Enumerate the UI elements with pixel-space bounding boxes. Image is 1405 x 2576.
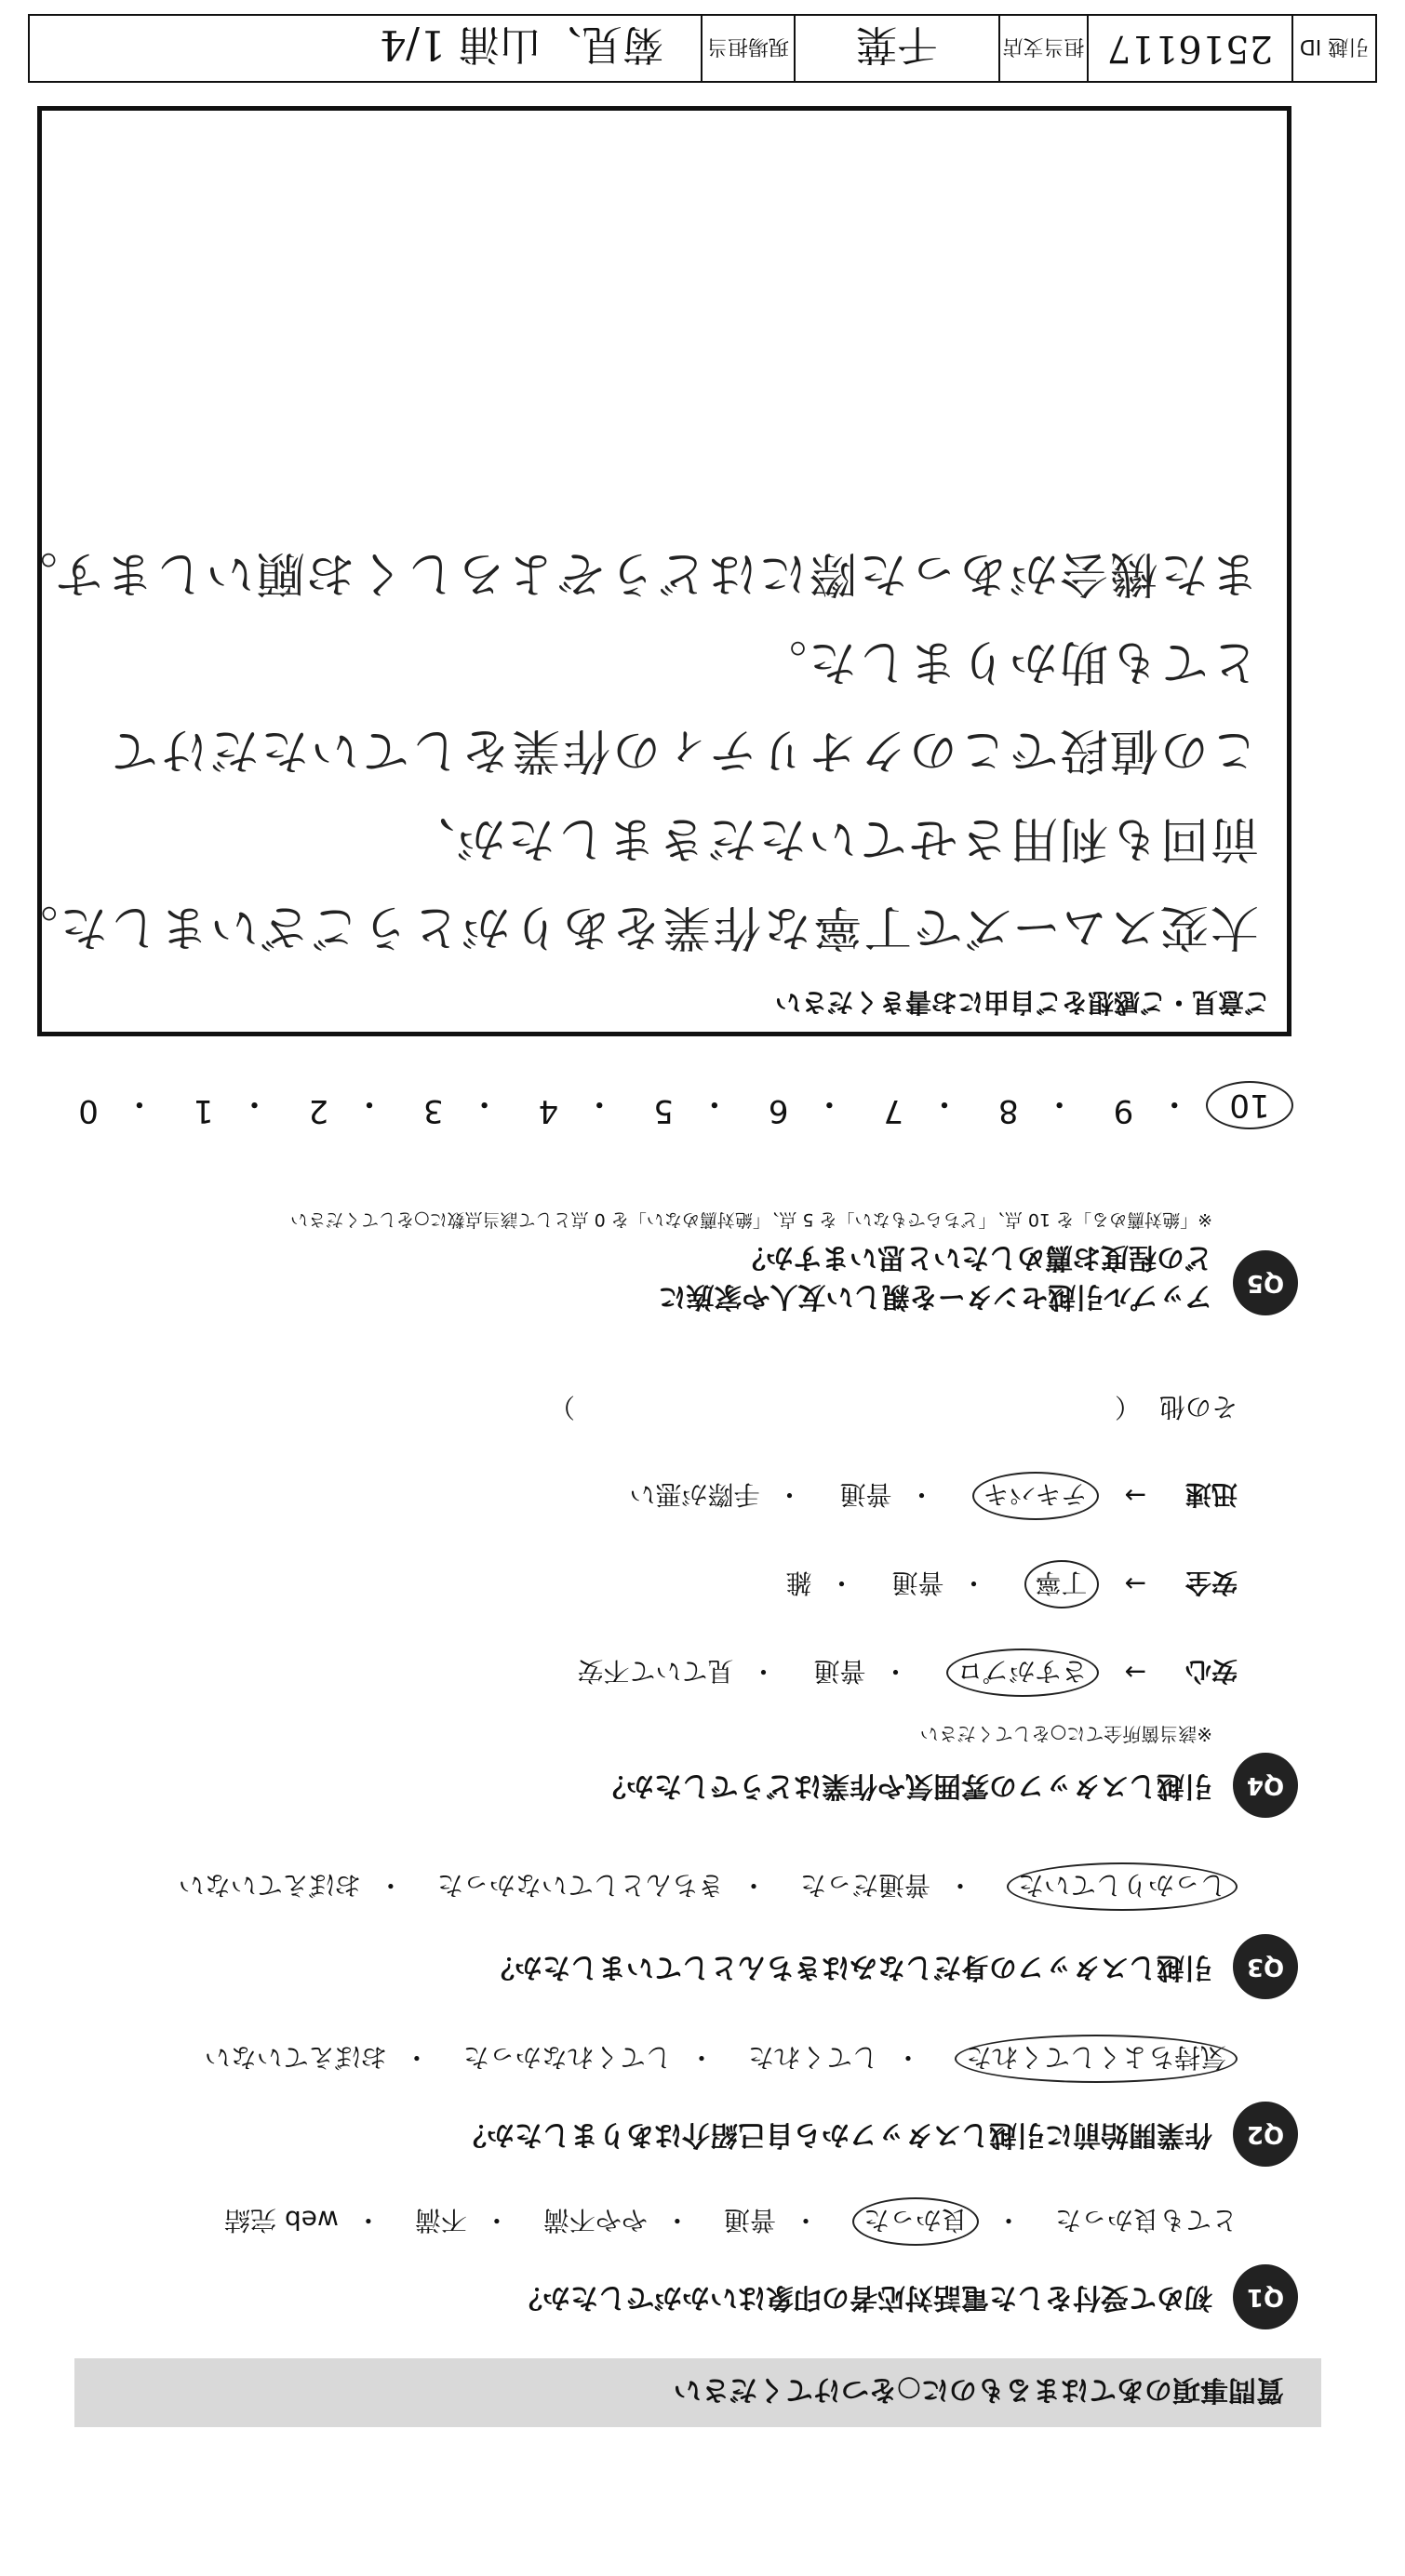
arrow-icon: → [1124, 1480, 1146, 1512]
q4-option[interactable]: 見ていて不安 [577, 1656, 734, 1687]
scale-dot: ・ [1158, 1085, 1191, 1122]
q1-badge: Q1 [1233, 2264, 1298, 2329]
q2-option[interactable]: してくれた [747, 2042, 878, 2073]
q4-row-label: 安心 [1184, 1656, 1238, 1687]
q5-text-line2: どの程度お薦めしたいと思いますか？ [738, 1241, 1212, 1274]
scale-option[interactable]: 6 [768, 1092, 789, 1129]
question-4 [60, 1722, 1298, 1818]
q3-option[interactable]: おぼえていない [178, 1870, 361, 1901]
id-value: 2516117 [1087, 16, 1291, 81]
q5-text-line1: アップル引越センターを親しい友人や家族に [658, 1280, 1212, 1313]
q3-option-selected[interactable]: しっかりしていた [1007, 1862, 1238, 1911]
scale-option[interactable]: 3 [423, 1092, 444, 1129]
q1-option-selected[interactable]: 良かった [852, 2197, 979, 2246]
q4-option[interactable]: 普通 [813, 1656, 866, 1687]
question-5 [60, 1208, 1298, 1315]
q1-option[interactable]: web 完結 [224, 2205, 339, 2236]
q1-text: 初めて受付をした電話対応者の印象はいかがでしたか？ [515, 2281, 1212, 2314]
q4-badge: Q4 [1233, 1753, 1298, 1818]
q4-option[interactable]: 普通 [839, 1479, 892, 1510]
scale-option[interactable]: 5 [653, 1092, 674, 1129]
scale-option-selected[interactable]: 10 [1206, 1081, 1293, 1129]
scale-option[interactable]: 8 [998, 1092, 1019, 1129]
q5-note: ※「絶対薦める」を 10 点、「どちらでもない」を 5 点、「絶対薦めない」を 0 点として該当点数に○をしてください [290, 1209, 1212, 1230]
q4-option-selected[interactable]: さすがプロ [946, 1648, 1099, 1697]
comment-line: 前回も利用させていただきましたが、 [404, 810, 1259, 866]
scale-dot: ・ [813, 1085, 846, 1122]
q3-text: 引越しスタッフの身だしなみはきちんとしていましたか？ [487, 1951, 1212, 1983]
q4-other-row [56, 1390, 1238, 1427]
question-3 [60, 1934, 1298, 1999]
q1-option[interactable]: とても良かった [1054, 2205, 1238, 2236]
q1-option[interactable]: 普通 [723, 2205, 776, 2236]
scale-dot: ・ [583, 1085, 616, 1122]
branch-label: 担当支店 [998, 16, 1087, 81]
comment-line: 大変スムーズで丁寧な作業をありがとうございました。 [7, 899, 1259, 954]
q4-option[interactable]: 手際が悪い [629, 1479, 760, 1510]
q2-option[interactable]: おぼえていない [204, 2042, 387, 2073]
q4-text: 引越しスタッフの雰囲気や作業はどうでしたか？ [598, 1769, 1212, 1802]
scale-dot: ・ [238, 1085, 271, 1122]
branch-value: 千葉 [794, 16, 998, 81]
scale-dot: ・ [468, 1085, 501, 1122]
q4-other-label: その他 [1158, 1392, 1238, 1422]
q4-row-label: 迅速 [1184, 1479, 1238, 1510]
scale-option[interactable]: 7 [883, 1092, 904, 1129]
id-label: 引越 ID [1291, 16, 1375, 81]
q4-row-jinsoku: 迅速 → テキパキ ・ 普通 ・ 手際が悪い [609, 1472, 1238, 1520]
q4-option-selected[interactable]: 丁寧 [1024, 1560, 1099, 1608]
q4-row-anzen: 安全 → 丁寧 ・ 普通 ・ 雑 [765, 1560, 1238, 1608]
arrow-icon: → [1124, 1568, 1146, 1600]
q4-option-selected[interactable]: テキパキ [972, 1472, 1099, 1520]
arrow-icon: → [1124, 1657, 1146, 1688]
q3-badge: Q3 [1233, 1934, 1298, 1999]
q3-option[interactable]: 普通だった [799, 1870, 930, 1901]
q4-other-open: （ [1114, 1392, 1141, 1422]
scale-dot: ・ [1043, 1085, 1076, 1122]
q5-badge: Q5 [1233, 1250, 1298, 1315]
q4-option[interactable]: 雑 [785, 1568, 812, 1598]
comment-box[interactable] [7, 106, 1291, 1036]
q1-options: とても良かった ・ 良かった ・ 普通 ・ やや不満 ・ 不満 ・ web 完結 [56, 2197, 1238, 2246]
q4-row-anshin: 安心 → さすがプロ ・ 普通 ・ 見ていて不安 [556, 1648, 1238, 1697]
staff-label: 現場担当 [701, 16, 794, 81]
q2-text: 作業開始前に引越しスタッフから自己紹介はありましたか？ [459, 2118, 1212, 2151]
q5-scale [56, 1081, 1293, 1129]
scale-dot: ・ [929, 1085, 961, 1122]
scale-option[interactable]: 1 [193, 1092, 214, 1129]
footer-table [28, 14, 1377, 83]
scale-option[interactable]: 4 [538, 1092, 559, 1129]
scale-dot: ・ [354, 1085, 386, 1122]
q2-badge: Q2 [1233, 2102, 1298, 2167]
scale-dot: ・ [123, 1085, 155, 1122]
question-1 [60, 2264, 1298, 2329]
question-2 [60, 2102, 1298, 2167]
comment-line: この値段でこのクオリティの作業をしていただけて [108, 722, 1259, 778]
q2-options: 気持ちよくしてくれた ・ してくれた ・ してくれなかった ・ おぼえていない [56, 2035, 1238, 2083]
q3-options: しっかりしていた ・ 普通だった ・ きちんとしていなかった ・ おぼえていない [56, 1862, 1238, 1911]
comment-line: また機会があった際にはどうぞよろしくお願いします。 [7, 545, 1259, 601]
q3-option[interactable]: きちんとしていなかった [436, 1870, 724, 1901]
q4-note: ※該当箇所全てに○をしてください [919, 1723, 1212, 1745]
q1-option[interactable]: やや不満 [542, 2205, 648, 2236]
q4-option[interactable]: 普通 [891, 1568, 944, 1598]
q2-option-selected[interactable]: 気持ちよくしてくれた [955, 2035, 1238, 2083]
q2-option[interactable]: してくれなかった [462, 2042, 672, 2073]
staff-value: 菊見、山浦 1/4 [380, 20, 663, 68]
instruction-bar [74, 2358, 1321, 2427]
q4-row-label: 安全 [1184, 1568, 1238, 1598]
scale-option[interactable]: 9 [1113, 1092, 1134, 1129]
comment-line: とても助かりました。 [756, 634, 1259, 689]
scale-option[interactable]: 2 [308, 1092, 329, 1129]
instruction-text: 質問事項のあてはまるものに○をつけてください [673, 2373, 1284, 2406]
q4-other-close: ） [548, 1392, 575, 1422]
comment-title: ご意見・ご感想をご自由にお書きください [774, 987, 1270, 1018]
scale-option[interactable]: 0 [78, 1092, 99, 1129]
scale-dot: ・ [698, 1085, 730, 1122]
q1-option[interactable]: 不満 [414, 2205, 467, 2236]
